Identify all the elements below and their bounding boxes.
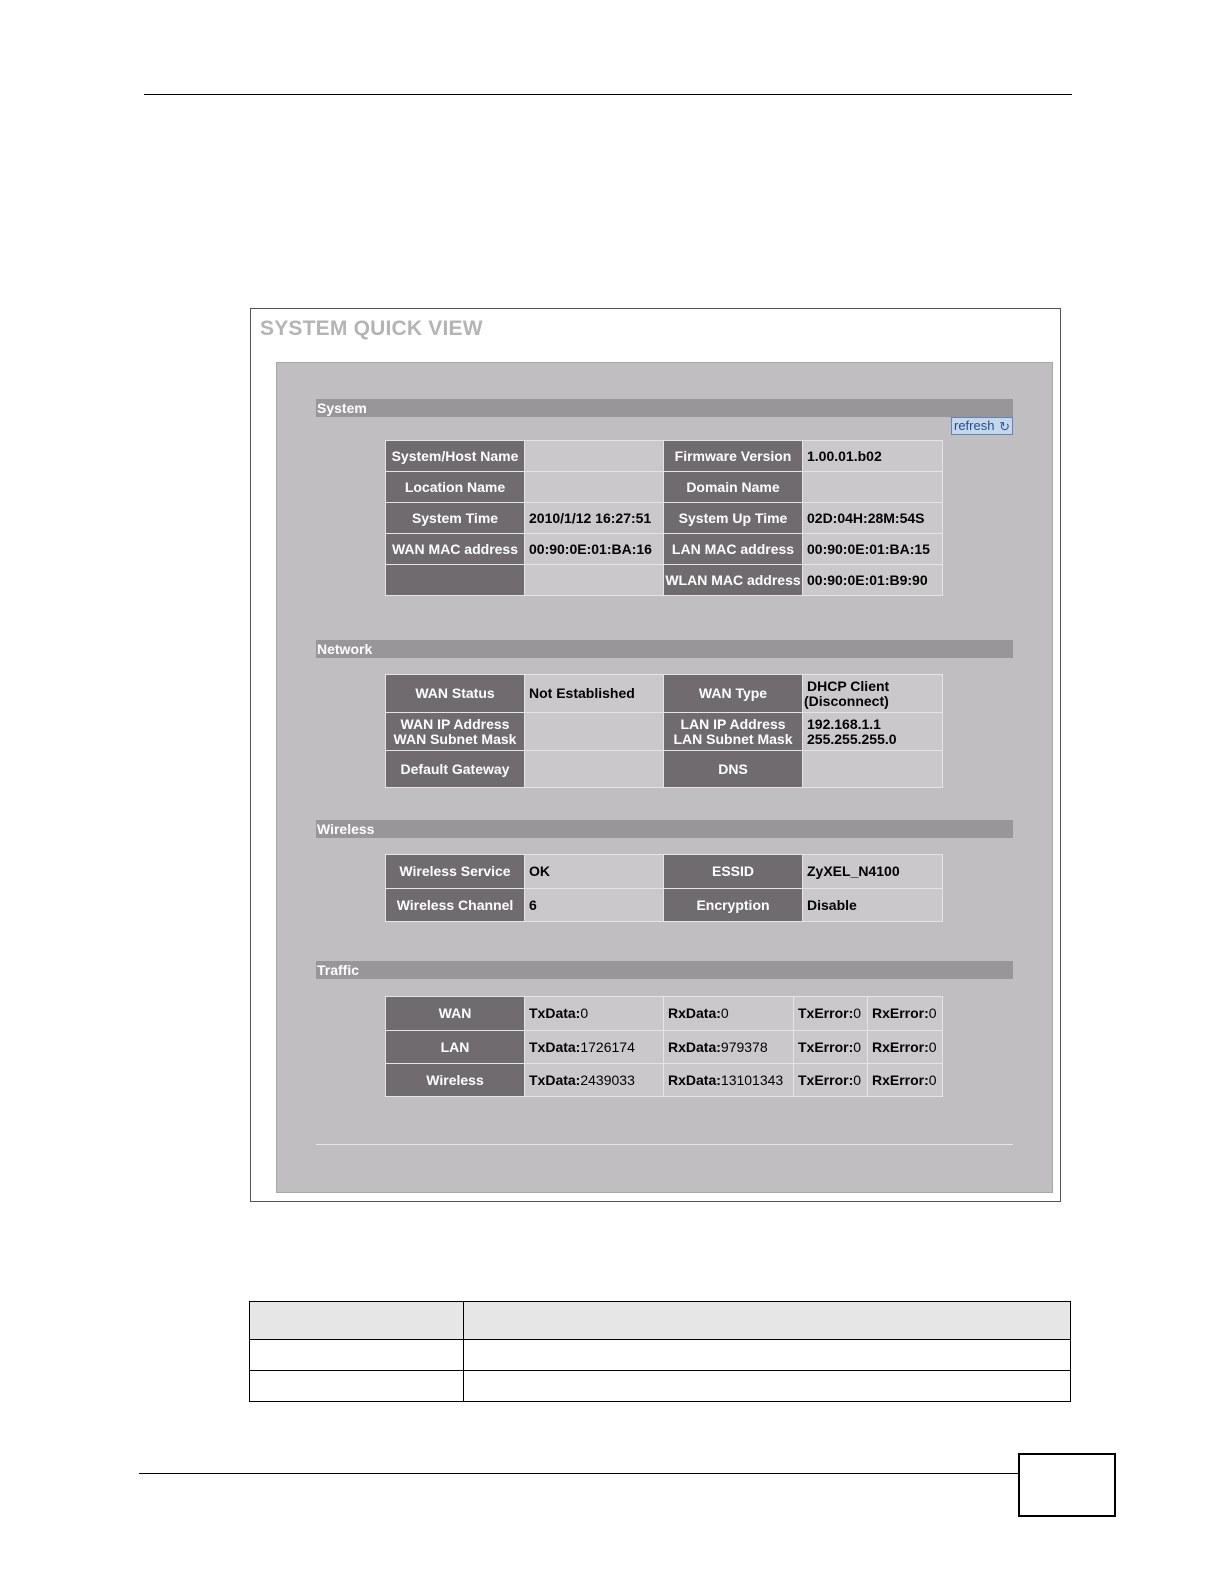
- value-cell: [525, 997, 664, 1031]
- value-cell: OK: [525, 855, 664, 889]
- label-cell: Wireless: [386, 1064, 525, 1097]
- label-cell: System/Host Name: [386, 441, 525, 472]
- label-cell: Encryption: [664, 889, 803, 922]
- value-cell: [664, 1064, 794, 1097]
- value-cell: [525, 1031, 664, 1064]
- value-cell: ZyXEL_N4100: [803, 855, 943, 889]
- value-cell: [525, 713, 664, 751]
- label-cell: Wireless Channel: [386, 889, 525, 922]
- table-row: [386, 1031, 943, 1064]
- value-cell: [525, 441, 664, 472]
- value-cell: 00:90:0E:01:BA:15: [803, 534, 943, 565]
- value-cell: [794, 1064, 868, 1097]
- table-row: [386, 472, 943, 503]
- section-bar-network: [316, 640, 1013, 658]
- wan-subnet-label: WAN Subnet Mask: [393, 730, 517, 747]
- field-description-table: [249, 1301, 1071, 1402]
- value-cell: [525, 472, 664, 503]
- table-row: [386, 855, 943, 889]
- txe-value: 0: [853, 1038, 862, 1055]
- value-cell: Not Established: [525, 675, 664, 713]
- txe-label: TxError:: [798, 1071, 854, 1088]
- tx-label: TxData:: [529, 1005, 581, 1021]
- network-table: [385, 674, 943, 788]
- lan-ip-value: 192.168.1.1: [807, 715, 881, 732]
- tx-label: TxData:: [529, 1038, 581, 1055]
- table-cell: [250, 1371, 464, 1402]
- label-cell: Wireless Service: [386, 855, 525, 889]
- label-cell: [664, 713, 803, 751]
- rx-value: 13101343: [720, 1071, 784, 1088]
- refresh-button[interactable]: [951, 417, 1013, 435]
- value-cell: 02D:04H:28M:54S: [803, 503, 943, 534]
- section-heading-system: System: [317, 400, 367, 416]
- table-row: [386, 534, 943, 565]
- rx-label: RxData:: [668, 1005, 721, 1021]
- value-cell: 2010/1/12 16:27:51: [525, 503, 664, 534]
- txe-label: TxError:: [798, 1038, 854, 1055]
- value-cell: [803, 675, 943, 713]
- label-cell: LAN MAC address: [664, 534, 803, 565]
- rxe-label: RxError:: [872, 1071, 929, 1088]
- section-bar-wireless: [316, 820, 1013, 838]
- value-cell: [803, 472, 943, 503]
- table-row: [386, 503, 943, 534]
- section-heading-network: Network: [317, 641, 373, 657]
- refresh-label: refresh: [954, 418, 995, 433]
- label-cell: System Time: [386, 503, 525, 534]
- label-cell: [386, 713, 525, 751]
- tx-value: 0: [580, 1005, 589, 1021]
- value-cell: [803, 751, 943, 788]
- label-cell: WAN Status: [386, 675, 525, 713]
- rx-label: RxData:: [668, 1038, 721, 1055]
- table-header-row: [250, 1302, 1071, 1340]
- value-cell: [803, 713, 943, 751]
- label-cell: LAN: [386, 1031, 525, 1064]
- value-cell: [525, 565, 664, 596]
- table-row: [386, 1064, 943, 1097]
- txe-label: TxError:: [798, 1005, 854, 1021]
- value-cell: 6: [525, 889, 664, 922]
- rxe-value: 0: [928, 1071, 937, 1088]
- value-cell: [664, 1031, 794, 1064]
- value-cell: 00:90:0E:01:BA:16: [525, 534, 664, 565]
- table-row: [386, 675, 943, 713]
- table-cell: [464, 1340, 1071, 1371]
- table-cell: [250, 1340, 464, 1371]
- label-cell: WAN: [386, 997, 525, 1031]
- page-number-box: [1018, 1453, 1116, 1517]
- tx-label: TxData:: [529, 1071, 581, 1088]
- section-bar-traffic: [316, 961, 1013, 979]
- system-table: [385, 440, 943, 596]
- rx-value: 979378: [720, 1038, 768, 1055]
- section-heading-traffic: Traffic: [317, 962, 360, 978]
- table-row: [386, 889, 943, 922]
- value-cell: [868, 997, 943, 1031]
- tx-value: 2439033: [580, 1071, 635, 1088]
- label-cell: WAN MAC address: [386, 534, 525, 565]
- value-cell: [794, 997, 868, 1031]
- section-heading-wireless: Wireless: [317, 821, 375, 837]
- value-cell: [525, 1064, 664, 1097]
- table-row: [250, 1340, 1071, 1371]
- header-rule: [144, 94, 1072, 95]
- panel-bottom-rule: [316, 1144, 1013, 1145]
- value-cell: 00:90:0E:01:B9:90: [803, 565, 943, 596]
- label-cell: System Up Time: [664, 503, 803, 534]
- traffic-table: [385, 996, 943, 1097]
- label-cell: Default Gateway: [386, 751, 525, 788]
- rx-label: RxData:: [668, 1071, 721, 1088]
- wan-type-value: DHCP Client: [807, 677, 890, 694]
- label-cell: Domain Name: [664, 472, 803, 503]
- table-row: [386, 751, 943, 788]
- tx-value: 1726174: [580, 1038, 635, 1055]
- quick-view-panel: [276, 362, 1053, 1193]
- header-cell: [464, 1302, 1071, 1340]
- rxe-value: 0: [928, 1038, 937, 1055]
- label-cell: WAN Type: [664, 675, 803, 713]
- refresh-icon: ↻: [999, 419, 1010, 434]
- value-cell: [664, 997, 794, 1031]
- rx-value: 0: [720, 1005, 729, 1021]
- wan-ip-label: WAN IP Address: [400, 715, 510, 732]
- label-cell: [386, 565, 525, 596]
- header-cell: [250, 1302, 464, 1340]
- label-cell: DNS: [664, 751, 803, 788]
- txe-value: 0: [853, 1071, 862, 1088]
- value-cell: 1.00.01.b02: [803, 441, 943, 472]
- value-cell: [868, 1064, 943, 1097]
- page-title: SYSTEM QUICK VIEW: [260, 317, 483, 340]
- label-cell: WLAN MAC address: [664, 565, 803, 596]
- table-row: [386, 713, 943, 751]
- txe-value: 0: [853, 1005, 862, 1021]
- lan-subnet-label: LAN Subnet Mask: [673, 730, 793, 747]
- label-cell: ESSID: [664, 855, 803, 889]
- lan-subnet-value: 255.255.255.0: [807, 730, 897, 747]
- table-row: [386, 441, 943, 472]
- system-quick-view-screenshot: [250, 308, 1061, 1202]
- wireless-table: [385, 854, 943, 922]
- rxe-label: RxError:: [872, 1038, 929, 1055]
- rxe-label: RxError:: [872, 1005, 929, 1021]
- lan-ip-label: LAN IP Address: [680, 715, 786, 732]
- label-cell: Firmware Version: [664, 441, 803, 472]
- value-cell: Disable: [803, 889, 943, 922]
- rxe-value: 0: [928, 1005, 937, 1021]
- label-cell: Location Name: [386, 472, 525, 503]
- table-row: [250, 1371, 1071, 1402]
- value-cell: [525, 751, 664, 788]
- table-row: [386, 565, 943, 596]
- table-cell: [464, 1371, 1071, 1402]
- wan-type-state: (Disconnect): [804, 692, 889, 709]
- section-bar-system: [316, 399, 1013, 417]
- value-cell: [868, 1031, 943, 1064]
- footer-rule: [139, 1473, 1019, 1474]
- table-row: [386, 997, 943, 1031]
- value-cell: [794, 1031, 868, 1064]
